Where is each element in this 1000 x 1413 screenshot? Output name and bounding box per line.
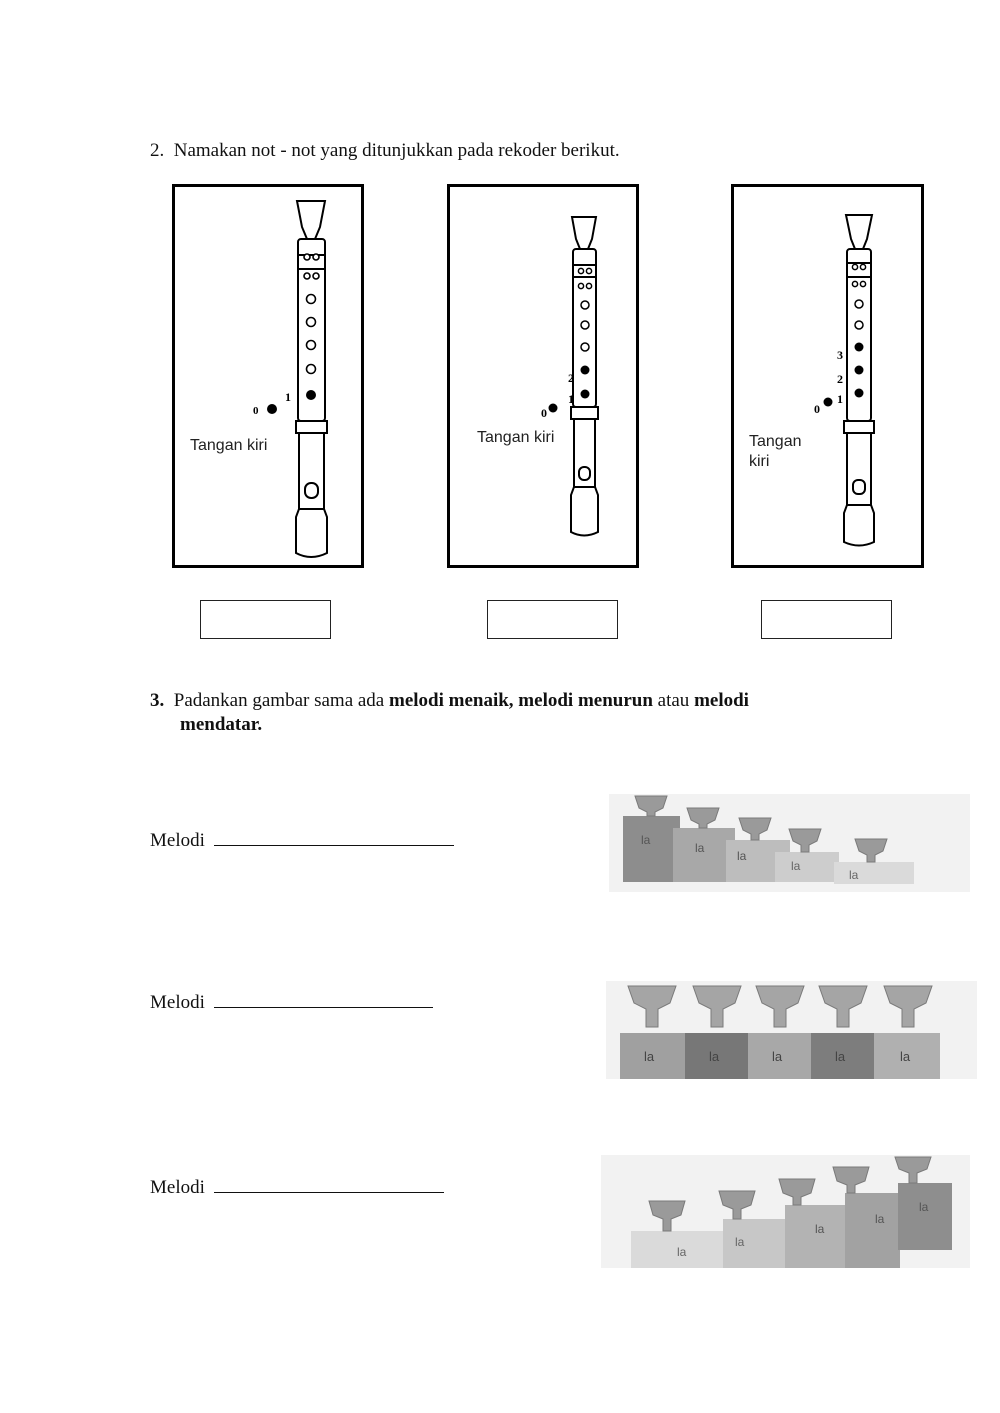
finger-label-2: 2: [568, 371, 574, 385]
block: [631, 1231, 725, 1268]
svg-text:la: la: [835, 1049, 846, 1064]
closed-hole-2: [581, 366, 590, 375]
melodi-line-3: [150, 1175, 444, 1200]
block: [898, 1183, 952, 1250]
question-3-bold-3: mendatar.: [180, 714, 263, 735]
block: [811, 1033, 875, 1079]
svg-text:la: la: [735, 1235, 745, 1249]
hand-label: Tangan kiri: [749, 433, 802, 470]
thumb-hole-closed: [824, 398, 833, 407]
melodi-line-2: [150, 990, 433, 1015]
block: [748, 1033, 812, 1079]
question-3-bold-1: melodi menaik, melodi menurun: [389, 690, 653, 711]
svg-text:la: la: [815, 1222, 825, 1236]
hand-label: Tangan kiri: [477, 429, 555, 446]
block: [673, 828, 735, 882]
recorder-diagram-2: [447, 184, 639, 568]
block: [785, 1205, 847, 1268]
question-3-number: 3.: [150, 690, 165, 711]
svg-text:la: la: [709, 1049, 720, 1064]
block: [775, 852, 839, 882]
svg-text:la: la: [772, 1049, 783, 1064]
trophy-steps-flat: [606, 981, 977, 1079]
thumb-hole-closed: [267, 404, 277, 414]
closed-hole-2: [855, 366, 864, 375]
finger-label-3: 3: [837, 348, 843, 362]
thumb-label: 0: [541, 406, 547, 420]
finger-label-1: 1: [568, 392, 574, 406]
svg-text:la: la: [919, 1200, 929, 1214]
answer-box-2[interactable]: [487, 600, 618, 639]
block: [623, 816, 680, 882]
block: [620, 1033, 686, 1079]
recorder-diagram-3: [731, 184, 924, 568]
melodi-answer-blank[interactable]: [214, 1175, 444, 1193]
question-3-bold-2: melodi: [694, 690, 749, 711]
block: [685, 1033, 749, 1079]
melodi-answer-blank[interactable]: [214, 990, 433, 1008]
closed-hole-1: [306, 390, 316, 400]
hand-label: Tangan kiri: [190, 437, 268, 454]
answer-box-3[interactable]: [761, 600, 892, 639]
recorder-icon: [175, 187, 367, 571]
thumb-hole-closed: [549, 404, 558, 413]
block: [845, 1193, 900, 1268]
svg-text:la: la: [875, 1212, 885, 1226]
melodi-answer-blank[interactable]: [214, 828, 454, 846]
melodi-label: Melodi: [150, 992, 205, 1013]
block: [834, 862, 914, 884]
trophy-steps-descending: [609, 794, 970, 892]
melodi-label: Melodi: [150, 1177, 205, 1198]
finger-label-1: 1: [837, 392, 843, 406]
recorder-icon: [450, 187, 642, 571]
question-3-text-1: Padankan gambar sama ada: [173, 690, 389, 711]
melodi-label: Melodi: [150, 830, 205, 851]
question-2-text: Namakan not - not yang ditunjukkan pada rekoder berikut.: [173, 140, 620, 161]
block: [874, 1033, 940, 1079]
svg-text:la: la: [849, 868, 859, 882]
question-2-number: 2.: [150, 140, 165, 161]
question-3-prompt: [150, 689, 749, 737]
melodi-line-1: [150, 828, 454, 853]
svg-text:la: la: [641, 833, 651, 847]
recorder-icon: [734, 187, 927, 571]
question-3-text-2: atau: [652, 690, 695, 711]
closed-hole-1: [855, 389, 864, 398]
svg-text:la: la: [791, 859, 801, 873]
thumb-label: 0: [253, 405, 259, 417]
trophy-steps-ascending: [601, 1155, 970, 1268]
finger-label-1: 1: [285, 390, 291, 404]
svg-text:la: la: [900, 1049, 911, 1064]
svg-text:la: la: [677, 1245, 687, 1259]
thumb-label: 0: [814, 402, 820, 416]
answer-box-1[interactable]: [200, 600, 331, 639]
recorder-diagram-1: [172, 184, 364, 568]
block: [723, 1219, 787, 1268]
question-2-prompt: [150, 139, 620, 163]
svg-text:la: la: [695, 841, 705, 855]
closed-hole-3: [855, 343, 864, 352]
svg-text:la: la: [644, 1049, 655, 1064]
finger-label-2: 2: [837, 372, 843, 386]
closed-hole-1: [581, 390, 590, 399]
svg-text:la: la: [737, 849, 747, 863]
